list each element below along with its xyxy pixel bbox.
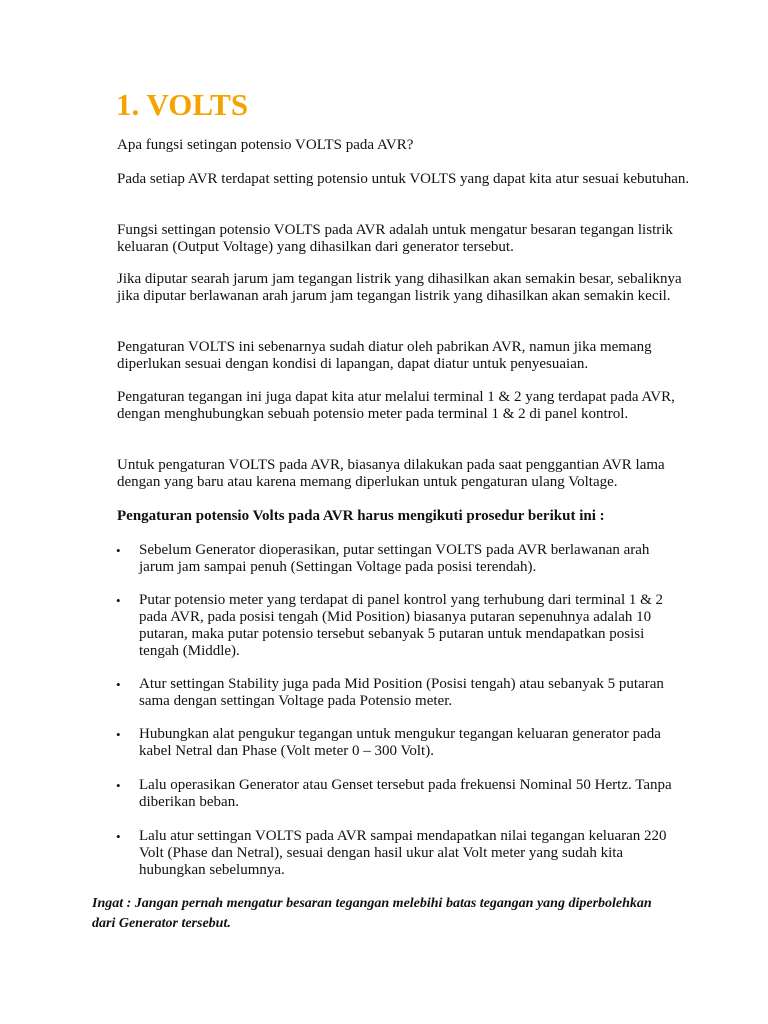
paragraph-terminal: Pengaturan tegangan ini juga dapat kita atur melalui terminal 1 & 2 yang terdapat pada AVR, dengan menghubungkan sebuah potensio meter pada terminal 1 & 2 di panel kontrol. <box>117 389 675 422</box>
paragraph-setting-intro: Pada setiap AVR terdapat setting potensio untuk VOLTS yang dapat kita atur sesuai kebutuhan. <box>117 171 690 187</box>
procedure-heading: Pengaturan potensio Volts pada AVR harus mengikuti prosedur berikut ini : <box>117 508 605 524</box>
paragraph-function: Fungsi settingan potensio VOLTS pada AVR adalah untuk mengatur besaran tegangan listrik keluaran (Output Voltage) yang dihasilkan dari generator tersebut. <box>117 222 673 255</box>
list-item-text: Sebelum Generator dioperasikan, putar settingan VOLTS pada AVR berlawanan arah jarum jam sampai penuh (Settingan Voltage pada posisi terendah). <box>139 542 650 575</box>
bullet-icon: • <box>116 727 121 742</box>
list-item-text: Hubungkan alat pengukur tegangan untuk mengukur tegangan keluaran generator pada kabel Netral dan Phase (Volt meter 0 – 300 Volt). <box>139 726 661 759</box>
list-item-text: Putar potensio meter yang terdapat di panel kontrol yang terhubung dari terminal 1 & 2 pada AVR, pada posisi tengah (Mid Position) biasanya putaran sepenuhnya adalah 10 putaran, maka putar potensio tersebut sebanyak 5 putaran untuk mendapatkan posisi tengah (Middle). <box>139 592 664 659</box>
bullet-icon: • <box>116 677 121 692</box>
paragraph-factory-setting: Pengaturan VOLTS ini sebenarnya sudah diatur oleh pabrikan AVR, namun jika memang diperlukan sesuai dengan kondisi di lapangan, dapat diatur untuk penyesuaian. <box>117 339 652 372</box>
list-item-text: Atur settingan Stability juga pada Mid Position (Posisi tengah) atau sebanyak 5 putaran sama dengan settingan Voltage pada Potensio meter. <box>139 676 664 709</box>
list-item-text: Lalu atur settingan VOLTS pada AVR sampai mendapatkan nilai tegangan keluaran 220 Volt (Phase dan Netral), sesuai dengan hasil ukur alat Volt meter yang sudah kita hubungkan sebelumnya. <box>139 828 667 878</box>
bullet-icon: • <box>116 778 121 793</box>
paragraph-replacement: Untuk pengaturan VOLTS pada AVR, biasanya dilakukan pada saat penggantian AVR lama dengan yang baru atau karena memang diperlukan untuk pengaturan ulang Voltage. <box>117 457 665 490</box>
paragraph-question: Apa fungsi setingan potensio VOLTS pada AVR? <box>117 137 414 153</box>
list-item-text: Lalu operasikan Generator atau Genset tersebut pada frekuensi Nominal 50 Hertz. Tanpa diberikan beban. <box>139 777 672 810</box>
paragraph-rotation: Jika diputar searah jarum jam tegangan listrik yang dihasilkan akan semakin besar, sebaliknya jika diputar berlawanan arah jarum jam tegangan listrik yang dihasilkan akan semakin kecil. <box>117 271 682 304</box>
warning-note: Ingat : Jangan pernah mengatur besaran tegangan melebihi batas tegangan yang diperbolehkan dari Generator tersebut. <box>92 896 652 931</box>
section-title: 1. VOLTS <box>116 87 249 122</box>
bullet-icon: • <box>116 829 121 844</box>
bullet-icon: • <box>116 593 121 608</box>
bullet-icon: • <box>116 543 121 558</box>
